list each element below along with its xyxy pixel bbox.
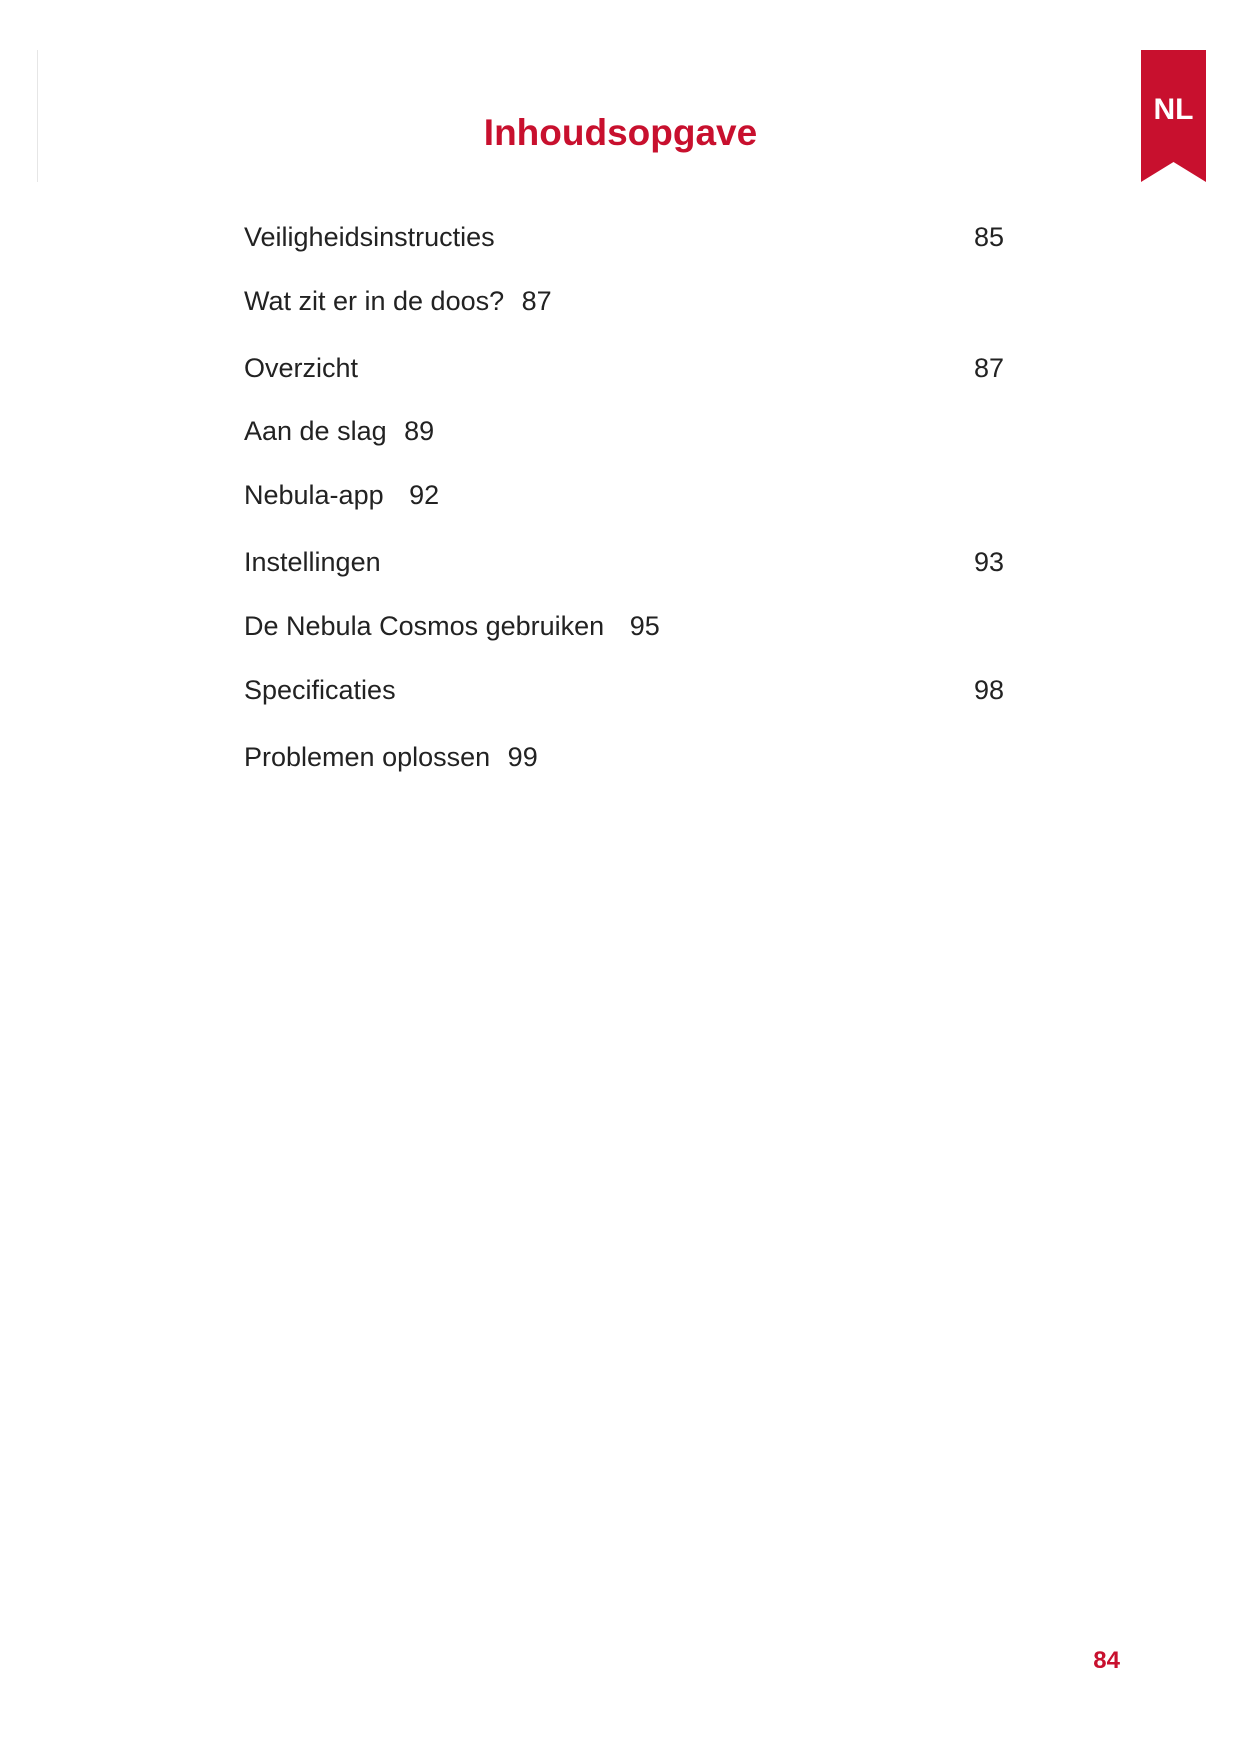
toc-entry-label: Aan de slag	[244, 416, 387, 446]
toc-entry-veiligheidsinstructies[interactable]	[244, 217, 1004, 257]
toc-entry-page: 87	[973, 353, 1004, 383]
toc-entry-page: 89	[404, 416, 435, 446]
toc-entry-instellingen[interactable]	[244, 542, 1004, 582]
toc-entry-page: 92	[409, 480, 440, 510]
toc-entry-page: 99	[507, 742, 538, 772]
page-title: Inhoudsopgave	[483, 112, 758, 153]
toc-entry-label: Wat zit er in de doos?	[244, 286, 505, 316]
toc-entry-page: 95	[629, 611, 660, 641]
toc-entry-label: Instellingen	[244, 547, 381, 577]
toc-entry-page: 87	[521, 286, 552, 316]
page-number: 84	[1093, 1647, 1120, 1674]
toc-entry-aan-de-slag[interactable]	[244, 411, 1004, 451]
toc-entry-nebula-app[interactable]	[244, 475, 1004, 515]
toc-entry-page: 98	[973, 675, 1004, 705]
toc-entry-specificaties[interactable]	[244, 670, 1004, 710]
toc-entry-label: Problemen oplossen	[244, 742, 491, 772]
toc-entry-de-nebula-cosmos-gebruiken[interactable]	[244, 606, 1004, 646]
language-label: NL	[1153, 93, 1194, 126]
toc-entry-label: Nebula-app	[244, 480, 384, 510]
toc-entry-problemen-oplossen[interactable]	[244, 737, 1004, 777]
toc-entry-label: Overzicht	[244, 353, 359, 383]
toc-entry-page: 93	[973, 547, 1004, 577]
toc-entry-overzicht[interactable]	[244, 348, 1004, 388]
table-of-contents	[244, 0, 1004, 800]
toc-entry-label: Specificaties	[244, 675, 396, 705]
toc-entry-label: Veiligheidsinstructies	[244, 222, 495, 252]
toc-entry-wat-zit-er-in-de-doos[interactable]	[244, 281, 1004, 321]
toc-entry-label: De Nebula Cosmos gebruiken	[244, 611, 605, 641]
toc-entry-page: 85	[973, 222, 1004, 252]
